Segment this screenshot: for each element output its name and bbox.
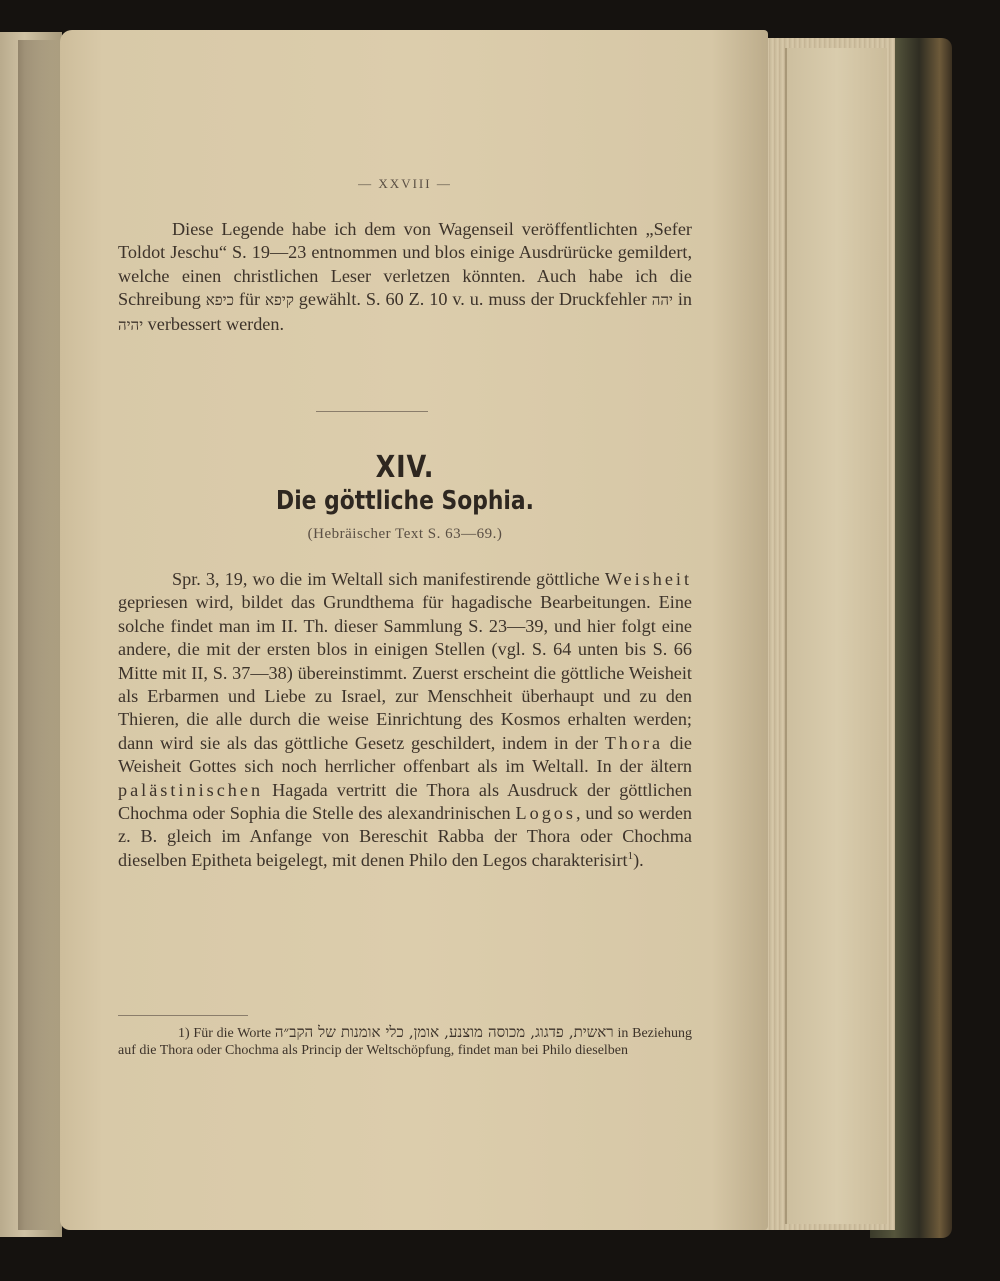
footnote-divider <box>118 1015 248 1016</box>
book-page <box>60 30 768 1230</box>
hebrew-phrase: ראשית, פדגוג, מכוסה מוצנע, אומן, כלי אומנות של הקב״ה <box>274 1023 614 1041</box>
spaced-word: Thora <box>604 732 664 753</box>
chapter-title: Die göttliche Sophia. <box>276 486 534 516</box>
spaced-word: Weisheit <box>604 569 692 589</box>
page-stack-inner <box>785 48 887 1224</box>
hebrew-word: קיפא <box>265 291 294 310</box>
chapter-number: XIV. <box>375 450 435 485</box>
gutter-shadow <box>18 40 58 1230</box>
hebrew-word: יהה <box>651 291 673 310</box>
body-paragraph: Spr. 3, 19, wo die im Weltall sich manifestirende göttliche Weisheit gepriesen wird, bildet das Grundthema für hagadische Bearbeitungen. Eine solche findet man im II. Th. dieser Sammlung S. 23—39, und hier folgt eine andere, die mit der ersten blos in einigen Stellen (vgl. S. 64 unten bis S. 66 Mitte mit II, S. 37—38) übereinstimmt. Zuerst erscheint die göttliche Weisheit als Erbarmen und Liebe zu Israel, zur Menschheit überhaupt und zu den Thieren, die alle durch die weise Einrichtung des Kosmos erhalten werden; dann wird sie als das göttliche Gesetz geschildert, indem in der Thora die Weisheit Gottes sich noch herrlicher offenbart als im Weltall. In der ältern palästinischen Hagada vertritt die Thora als Ausdruck der göttlichen Chochma oder Sophia die Stelle des alexandrinischen Logos, und so werden z. B. gleich im Anfange von Bereschit Rabba der Thora oder Chochma dieselben Epitheta beigelegt, mit denen Philo den Legos charakterisirt$^1$). <box>118 569 692 870</box>
intro-paragraph: Diese Legende habe ich dem von Wagenseil veröffentlichten „Sefer Toldot Jeschu“ S. 19—23 entnommen und blos einige Ausdrürücke gemildert, welche einen christlichen Leser verletzen könnten. Auch habe ich die Schreibung כיפא für קיפא gewählt. S. 60 Z. 10 v. u. muss der Druckfehler יהה in יהיה verbessert werden. <box>118 219 692 334</box>
hebrew-word: כיפא <box>205 291 234 310</box>
hebrew-word: יהיה <box>118 315 144 334</box>
footnote: 1) Für die Worte ראשית, פדגוג, מכוסה מוצנע, אומן, כלי אומנות של הקב״ה in Beziehung auf die Thora oder Chochma als Princip der Weltschöpfung, findet man bei Philo dieselben <box>118 1023 692 1058</box>
section-divider <box>316 411 428 412</box>
footnote-ref[interactable]: 1 <box>627 849 634 862</box>
page-content <box>118 30 692 1230</box>
spaced-word: Logos <box>515 803 576 824</box>
spaced-word: palästinischen <box>118 779 264 800</box>
page-number: — XXVIII — <box>358 176 452 191</box>
chapter-subtitle: (Hebräischer Text S. 63—69.) <box>307 526 503 542</box>
